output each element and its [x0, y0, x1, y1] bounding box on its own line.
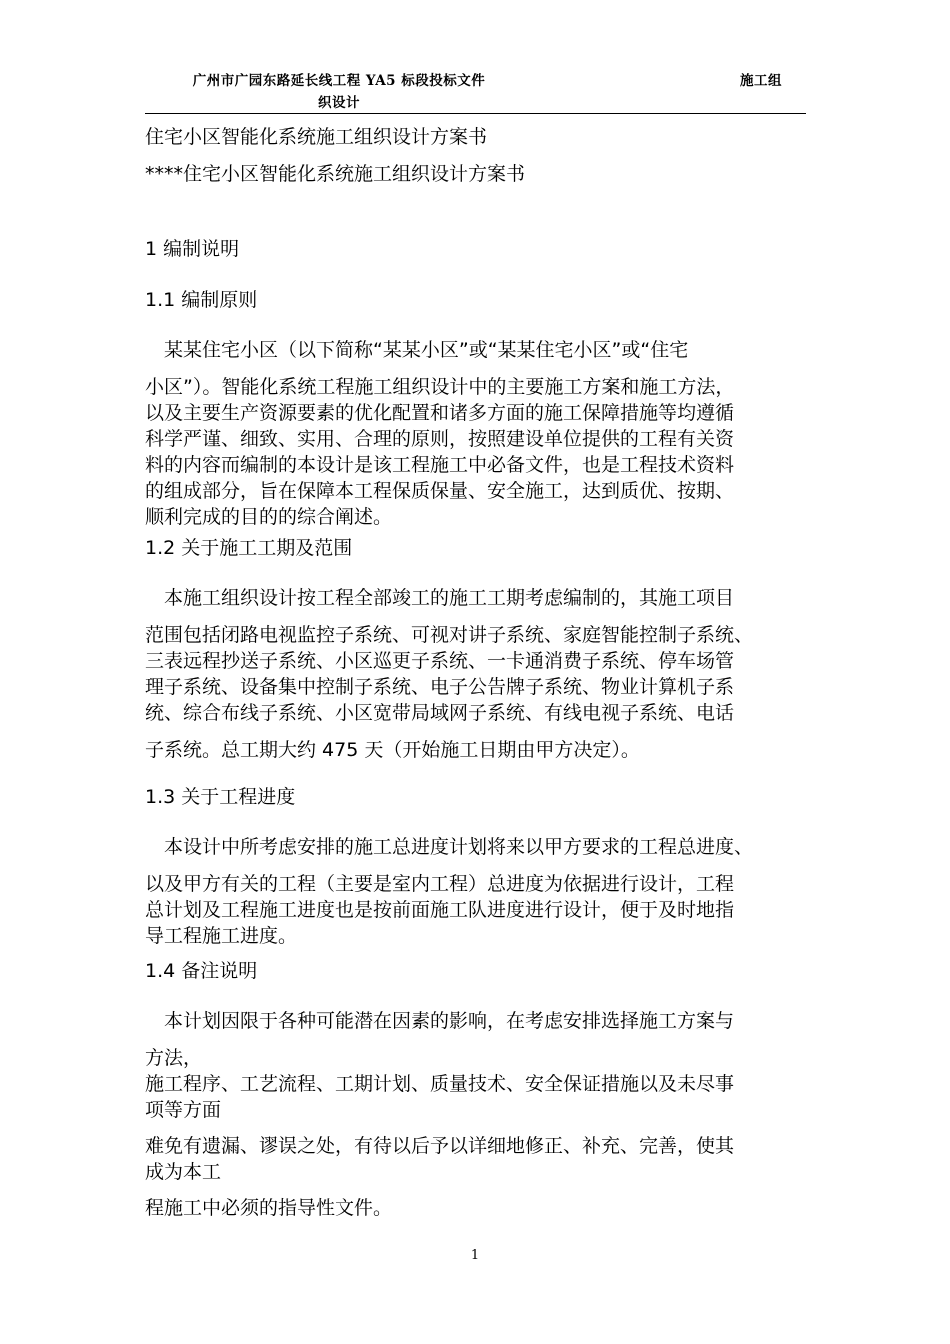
section-heading-1-3: 1.3 关于工程进度 [145, 786, 296, 808]
page-header-right: 施工组 [740, 73, 782, 89]
paragraph-line: 子系统。总工期大约 475 天（开始施工日期由甲方决定）。 [145, 739, 640, 761]
paragraph-line: 方法， [145, 1047, 203, 1069]
page-number: 1 [470, 1248, 480, 1263]
document-subtitle: ****住宅小区智能化系统施工组织设计方案书 [145, 163, 526, 185]
paragraph-line: 以及主要生产资源要素的优化配置和诸多方面的施工保障措施等均遵循 [145, 402, 735, 424]
paragraph-1-1 [145, 337, 810, 530]
paragraph-line: 三表远程抄送子系统、小区巡更子系统、一卡通消费子系统、停车场管 [145, 650, 735, 672]
paragraph-line: 统、综合布线子系统、小区宽带局域网子系统、有线电视子系统、电话 [145, 702, 735, 724]
paragraph-line: 的组成部分，旨在保障本工程保质保量、安全施工，达到质优、按期、 [145, 480, 735, 502]
section-heading-1-2: 1.2 关于施工工期及范围 [145, 537, 353, 559]
paragraph-line: 本设计中所考虑安排的施工总进度计划将来以甲方要求的工程总进度、 [145, 836, 754, 858]
document-title: 住宅小区智能化系统施工组织设计方案书 [145, 126, 488, 148]
paragraph-1-2 [145, 585, 810, 763]
header-line-2: 织设计 [318, 95, 360, 111]
paragraph-line: 程施工中必须的指导性文件。 [145, 1197, 393, 1219]
paragraph-1-4 [145, 1008, 810, 1221]
section-heading-1-4: 1.4 备注说明 [145, 960, 258, 982]
paragraph-line: 总计划及工程施工进度也是按前面施工队进度进行设计，便于及时地指 [145, 899, 735, 921]
paragraph-line: 理子系统、设备集中控制子系统、电子公告牌子系统、物业计算机子系 [145, 676, 735, 698]
header-divider [145, 113, 806, 114]
paragraph-line: 以及甲方有关的工程（主要是室内工程）总进度为依据进行设计，工程 [145, 873, 735, 895]
paragraph-line: 项等方面 [145, 1099, 222, 1121]
paragraph-line: 难免有遗漏、谬误之处，有待以后予以详细地修正、补充、完善，使其 [145, 1135, 735, 1157]
paragraph-line: 顺利完成的目的的综合阐述。 [145, 506, 393, 528]
paragraph-line: 范围包括闭路电视监控子系统、可视对讲子系统、家庭智能控制子系统、 [145, 624, 754, 646]
paragraph-line: 本施工组织设计按工程全部竣工的施工工期考虑编制的，其施工项目 [145, 587, 735, 609]
section-heading-1: 1 编制说明 [145, 238, 240, 260]
paragraph-line: 施工程序、工艺流程、工期计划、质量技术、安全保证措施以及未尽事 [145, 1073, 735, 1095]
paragraph-line: 科学严谨、细致、实用、合理的原则，按照建设单位提供的工程有关资 [145, 428, 735, 450]
section-heading-1-1: 1.1 编制原则 [145, 289, 258, 311]
paragraph-line: 本计划因限于各种可能潜在因素的影响，在考虑安排选择施工方案与 [145, 1010, 735, 1032]
paragraph-line: 导工程施工进度。 [145, 925, 298, 947]
paragraph-line: 料的内容而编制的本设计是该工程施工中必备文件，也是工程技术资料 [145, 454, 735, 476]
paragraph-line: 小区”）。智能化系统工程施工组织设计中的主要施工方案和施工方法， [145, 376, 735, 398]
page-header-left [140, 70, 538, 114]
paragraph-line: 成为本工 [145, 1161, 222, 1183]
header-line-1: 广州市广园东路延长线工程 YA5 标段投标文件 [192, 73, 486, 89]
paragraph-line: 某某住宅小区（以下简称“某某小区”或“某某住宅小区”或“住宅 [145, 339, 689, 361]
paragraph-1-3 [145, 834, 810, 949]
